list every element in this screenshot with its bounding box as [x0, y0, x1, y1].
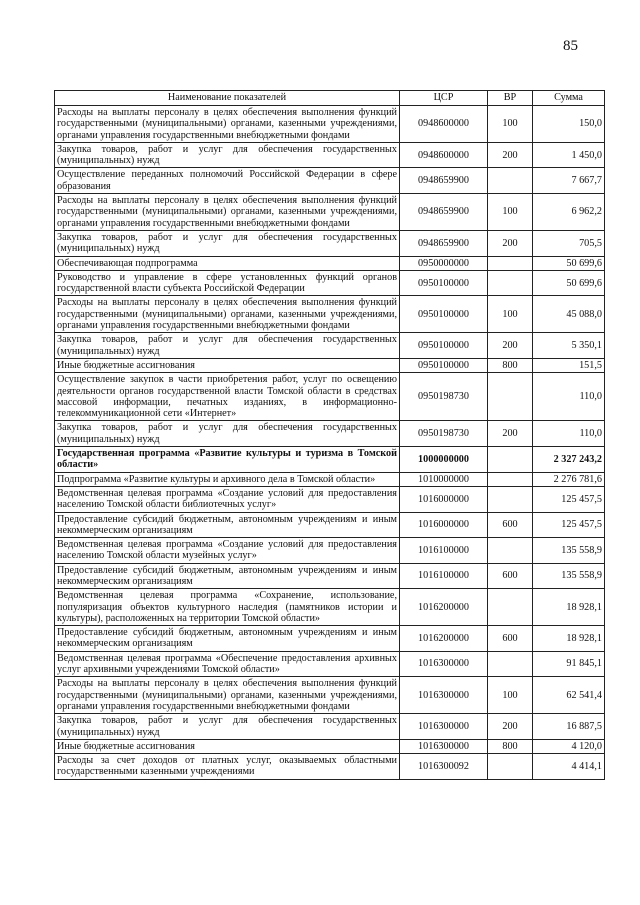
table-row [55, 270, 605, 296]
table-row [55, 626, 605, 652]
cell-csr: 1016200000 [400, 589, 488, 626]
cell-csr: 1016300000 [400, 714, 488, 740]
cell-csr: 0948659900 [400, 194, 488, 231]
cell-csr: 1016100000 [400, 563, 488, 589]
cell-name: Расходы за счет доходов от платных услуг, оказываемых областными государственными казенными учреждениями [55, 754, 400, 780]
cell-sum: 125 457,5 [533, 512, 605, 538]
cell-vr: 200 [488, 421, 533, 447]
cell-vr: 200 [488, 230, 533, 256]
cell-vr [488, 447, 533, 473]
cell-name: Закупка товаров, работ и услуг для обеспечения государственных (муниципальных) нужд [55, 421, 400, 447]
cell-sum: 45 088,0 [533, 296, 605, 333]
cell-csr: 0950198730 [400, 373, 488, 421]
cell-csr: 0948659900 [400, 230, 488, 256]
cell-sum: 50 699,6 [533, 270, 605, 296]
table-row [55, 421, 605, 447]
cell-sum: 5 350,1 [533, 333, 605, 359]
cell-csr: 0948600000 [400, 106, 488, 143]
cell-csr: 1016100000 [400, 538, 488, 564]
header-vr: ВР [488, 91, 533, 106]
cell-vr: 800 [488, 358, 533, 372]
table-row [55, 651, 605, 677]
cell-vr [488, 168, 533, 194]
cell-vr: 200 [488, 333, 533, 359]
cell-sum: 705,5 [533, 230, 605, 256]
cell-name: Предоставление субсидий бюджетным, автономным учреждениям и иным некоммерческим организациям [55, 563, 400, 589]
cell-name: Предоставление субсидий бюджетным, автономным учреждениям и иным некоммерческим организациям [55, 626, 400, 652]
table-row [55, 373, 605, 421]
cell-sum: 6 962,2 [533, 194, 605, 231]
cell-sum: 110,0 [533, 421, 605, 447]
table-row [55, 714, 605, 740]
cell-sum: 150,0 [533, 106, 605, 143]
cell-vr [488, 589, 533, 626]
table-row [55, 563, 605, 589]
cell-name: Расходы на выплаты персоналу в целях обеспечения выполнения функций государственными (муниципальными) органами, казенными учреждениями, органами управления государственными внебюджетными фондами [55, 296, 400, 333]
table-header-row [55, 91, 605, 106]
cell-name: Иные бюджетные ассигнования [55, 739, 400, 753]
table-row [55, 512, 605, 538]
table-row [55, 677, 605, 714]
table-row [55, 486, 605, 512]
cell-name: Осуществление закупок в части приобретения работ, услуг по освещению деятельности органов государственной власти Томской области в средствах массовой информации, печатных изданиях, в информационно-телекоммуникационной сети «Интернет» [55, 373, 400, 421]
cell-vr [488, 373, 533, 421]
cell-csr: 0948600000 [400, 142, 488, 168]
cell-name: Закупка товаров, работ и услуг для обеспечения государственных (муниципальных) нужд [55, 333, 400, 359]
table-row [55, 589, 605, 626]
cell-vr [488, 256, 533, 270]
table-row [55, 358, 605, 372]
cell-sum: 16 887,5 [533, 714, 605, 740]
budget-table [54, 90, 605, 780]
cell-name: Подпрограмма «Развитие культуры и архивного дела в Томской области» [55, 472, 400, 486]
cell-sum: 91 845,1 [533, 651, 605, 677]
cell-name: Осуществление переданных полномочий Российской Федерации в сфере образования [55, 168, 400, 194]
header-name: Наименование показателей [55, 91, 400, 106]
cell-vr: 600 [488, 626, 533, 652]
cell-vr: 200 [488, 142, 533, 168]
cell-sum: 7 667,7 [533, 168, 605, 194]
table-row [55, 296, 605, 333]
cell-name: Ведомственная целевая программа «Создание условий для предоставления населению Томской области библиотечных услуг» [55, 486, 400, 512]
cell-vr: 200 [488, 714, 533, 740]
cell-name: Закупка товаров, работ и услуг для обеспечения государственных (муниципальных) нужд [55, 142, 400, 168]
cell-csr: 0950000000 [400, 256, 488, 270]
cell-csr: 1000000000 [400, 447, 488, 473]
cell-csr: 1016000000 [400, 486, 488, 512]
cell-csr: 0950100000 [400, 270, 488, 296]
cell-csr: 1016300092 [400, 754, 488, 780]
table-row [55, 739, 605, 753]
cell-vr: 100 [488, 677, 533, 714]
table-body [55, 106, 605, 780]
table-row [55, 230, 605, 256]
header-sum: Сумма [533, 91, 605, 106]
table-row [55, 754, 605, 780]
table-row [55, 333, 605, 359]
cell-csr: 1016000000 [400, 512, 488, 538]
cell-csr: 0950198730 [400, 421, 488, 447]
cell-vr: 600 [488, 512, 533, 538]
cell-csr: 1016300000 [400, 677, 488, 714]
cell-csr: 1016300000 [400, 651, 488, 677]
table-row [55, 538, 605, 564]
cell-sum: 2 327 243,2 [533, 447, 605, 473]
cell-csr: 0950100000 [400, 296, 488, 333]
cell-vr [488, 651, 533, 677]
cell-name: Расходы на выплаты персоналу в целях обеспечения выполнения функций государственными (муниципальными) органами, казенными учреждениями, органами управления государственными внебюджетными фондами [55, 194, 400, 231]
cell-vr [488, 472, 533, 486]
cell-csr: 1016200000 [400, 626, 488, 652]
cell-name: Государственная программа «Развитие культуры и туризма в Томской области» [55, 447, 400, 473]
header-csr: ЦСР [400, 91, 488, 106]
cell-sum: 4 120,0 [533, 739, 605, 753]
cell-name: Расходы на выплаты персоналу в целях обеспечения выполнения функций государственными (муниципальными) органами, казенными учреждениями, органами управления государственными внебюджетными фондами [55, 677, 400, 714]
page-number: 85 [563, 38, 578, 54]
cell-sum: 18 928,1 [533, 626, 605, 652]
cell-sum: 18 928,1 [533, 589, 605, 626]
cell-name: Закупка товаров, работ и услуг для обеспечения государственных (муниципальных) нужд [55, 714, 400, 740]
table-row [55, 447, 605, 473]
cell-vr: 600 [488, 563, 533, 589]
cell-sum: 135 558,9 [533, 563, 605, 589]
cell-sum: 125 457,5 [533, 486, 605, 512]
cell-vr: 800 [488, 739, 533, 753]
cell-vr [488, 270, 533, 296]
cell-name: Руководство и управление в сфере установленных функций органов государственной власти субъекта Российской Федерации [55, 270, 400, 296]
cell-sum: 2 276 781,6 [533, 472, 605, 486]
cell-sum: 151,5 [533, 358, 605, 372]
cell-name: Закупка товаров, работ и услуг для обеспечения государственных (муниципальных) нужд [55, 230, 400, 256]
table-row [55, 256, 605, 270]
cell-vr [488, 754, 533, 780]
table-row [55, 106, 605, 143]
table-row [55, 472, 605, 486]
cell-name: Ведомственная целевая программа «Сохранение, использование, популяризация объектов культурного наследия (памятников истории и культуры), расположенных на территории Томской области» [55, 589, 400, 626]
cell-csr: 1010000000 [400, 472, 488, 486]
cell-name: Ведомственная целевая программа «Обеспечение предоставления архивных услуг архивными учреждениями Томской области» [55, 651, 400, 677]
cell-name: Иные бюджетные ассигнования [55, 358, 400, 372]
cell-vr: 100 [488, 296, 533, 333]
cell-vr: 100 [488, 194, 533, 231]
cell-name: Ведомственная целевая программа «Создание условий для предоставления населению Томской области музейных услуг» [55, 538, 400, 564]
table-row [55, 142, 605, 168]
cell-name: Расходы на выплаты персоналу в целях обеспечения выполнения функций государственными (муниципальными) органами, казенными учреждениями, органами управления государственными внебюджетными фондами [55, 106, 400, 143]
cell-vr [488, 486, 533, 512]
cell-name: Обеспечивающая подпрограмма [55, 256, 400, 270]
cell-csr: 1016300000 [400, 739, 488, 753]
cell-name: Предоставление субсидий бюджетным, автономным учреждениям и иным некоммерческим организациям [55, 512, 400, 538]
cell-sum: 110,0 [533, 373, 605, 421]
cell-vr [488, 538, 533, 564]
cell-sum: 1 450,0 [533, 142, 605, 168]
cell-sum: 135 558,9 [533, 538, 605, 564]
cell-sum: 50 699,6 [533, 256, 605, 270]
cell-vr: 100 [488, 106, 533, 143]
cell-csr: 0948659900 [400, 168, 488, 194]
cell-csr: 0950100000 [400, 358, 488, 372]
cell-sum: 62 541,4 [533, 677, 605, 714]
table-row [55, 168, 605, 194]
table-row [55, 194, 605, 231]
cell-sum: 4 414,1 [533, 754, 605, 780]
cell-csr: 0950100000 [400, 333, 488, 359]
